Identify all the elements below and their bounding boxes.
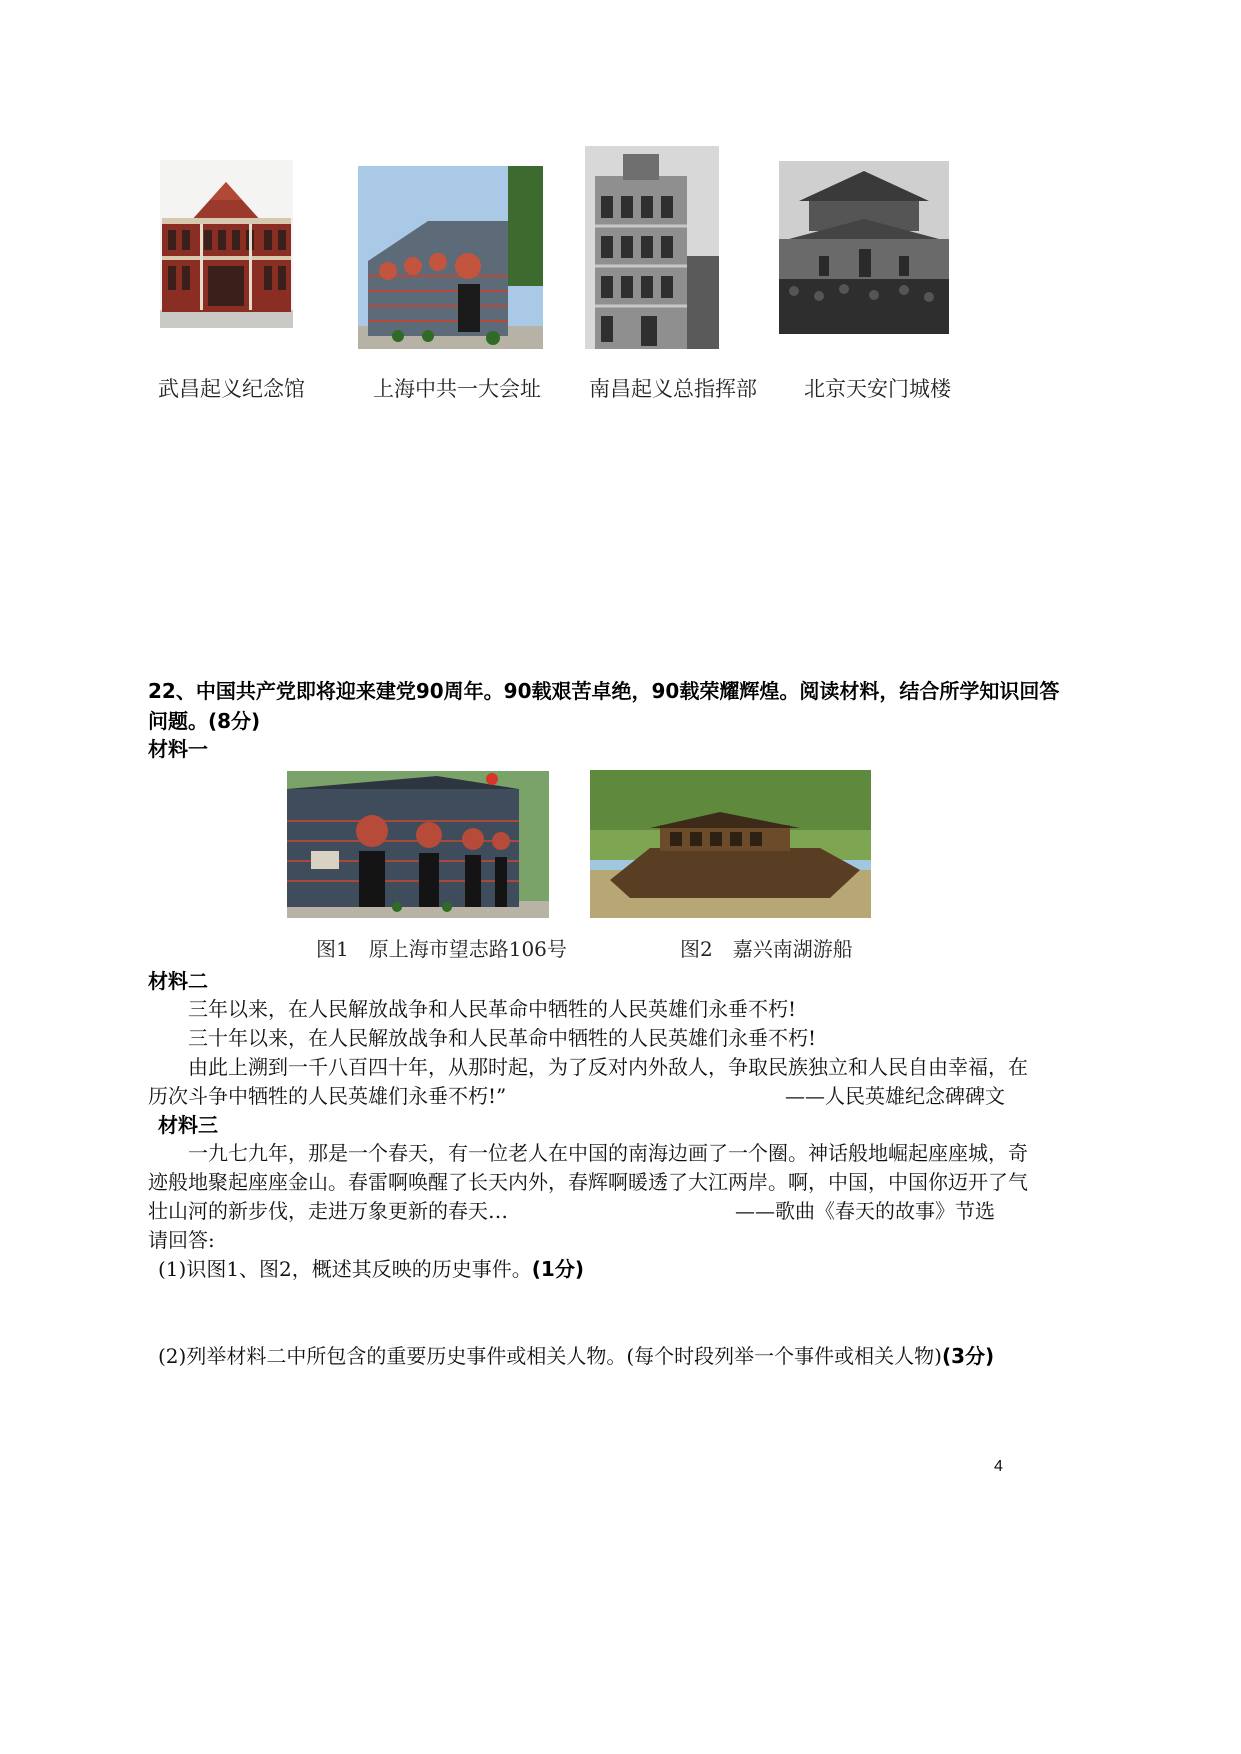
sub-question-2-score: (3分) — [941, 1344, 995, 1368]
answer-prompt: 请回答: — [148, 1228, 215, 1252]
question-title-line2: 问题。(8分) — [148, 709, 261, 733]
material1-label: 材料一 — [148, 737, 208, 761]
material3-line1: 一九七九年，那是一个春天，有一位老人在中国的南海边画了一个圈。神话般地崛起座座城，奇 — [188, 1141, 1028, 1165]
sub-question-1-score: (1分) — [531, 1257, 584, 1281]
caption-nanchang-headquarters: 南昌起义总指挥部 — [589, 377, 757, 401]
caption-shanghai-congress-site: 上海中共一大会址 — [373, 377, 541, 401]
material2-line2: 三十年以来，在人民解放战争和人民革命中牺牲的人民英雄们永垂不朽! — [188, 1026, 817, 1050]
material2-line3: 由此上溯到一千八百四十年，从那时起，为了反对内外敌人，争取民族独立和人民自由幸福，在 — [188, 1055, 1028, 1079]
figure1-caption: 图1 原上海市望志路106号 — [316, 937, 567, 961]
material3-line2: 迹般地聚起座座金山。春雷啊唤醒了长天内外，春辉啊暖透了大江两岸。啊，中国，中国你迈开了气 — [148, 1170, 1028, 1194]
sub-question-2 — [158, 1340, 994, 1369]
caption-wuchang-memorial: 武昌起义纪念馆 — [158, 377, 305, 401]
question-title-line1: 22、中国共产党即将迎来建党90周年。90载艰苦卓绝，90载荣耀辉煌。阅读材料，结合所学知识回答 — [148, 679, 1060, 703]
figure2-caption: 图2 嘉兴南湖游船 — [680, 937, 853, 961]
material3-line3: 壮山河的新步伐，走进万象更新的春天… — [148, 1199, 508, 1223]
material2-source: ——人民英雄纪念碑碑文 — [785, 1084, 1005, 1108]
shanghai-first-congress-site-photo — [358, 166, 543, 349]
material2-label: 材料二 — [148, 969, 208, 993]
caption-tiananmen-gate: 北京天安门城楼 — [804, 377, 951, 401]
material3-label: 材料三 — [158, 1113, 218, 1137]
material2-line4: 历次斗争中牺牲的人民英雄们永垂不朽!” — [148, 1084, 507, 1108]
sub-question-1 — [158, 1253, 584, 1282]
figure1-wangzhi-road-106-photo — [287, 771, 549, 918]
nanchang-uprising-headquarters-photo — [585, 146, 719, 349]
sub-question-1-text: (1)识图1、图2，概述其反映的历史事件。 — [158, 1257, 532, 1281]
tiananmen-gate-tower-photo — [779, 161, 949, 334]
figure2-jiaxing-nanhu-boat-photo — [590, 770, 871, 918]
wuchang-uprising-memorial-photo — [160, 160, 293, 328]
sub-question-2-text: (2)列举材料二中所包含的重要历史事件或相关人物。(每个时段列举一个事件或相关人物) — [158, 1344, 942, 1368]
material2-line1: 三年以来，在人民解放战争和人民革命中牺牲的人民英雄们永垂不朽! — [188, 997, 797, 1021]
material3-source: ——歌曲《春天的故事》节选 — [735, 1199, 995, 1223]
page-number: 4 — [994, 1458, 1003, 1475]
